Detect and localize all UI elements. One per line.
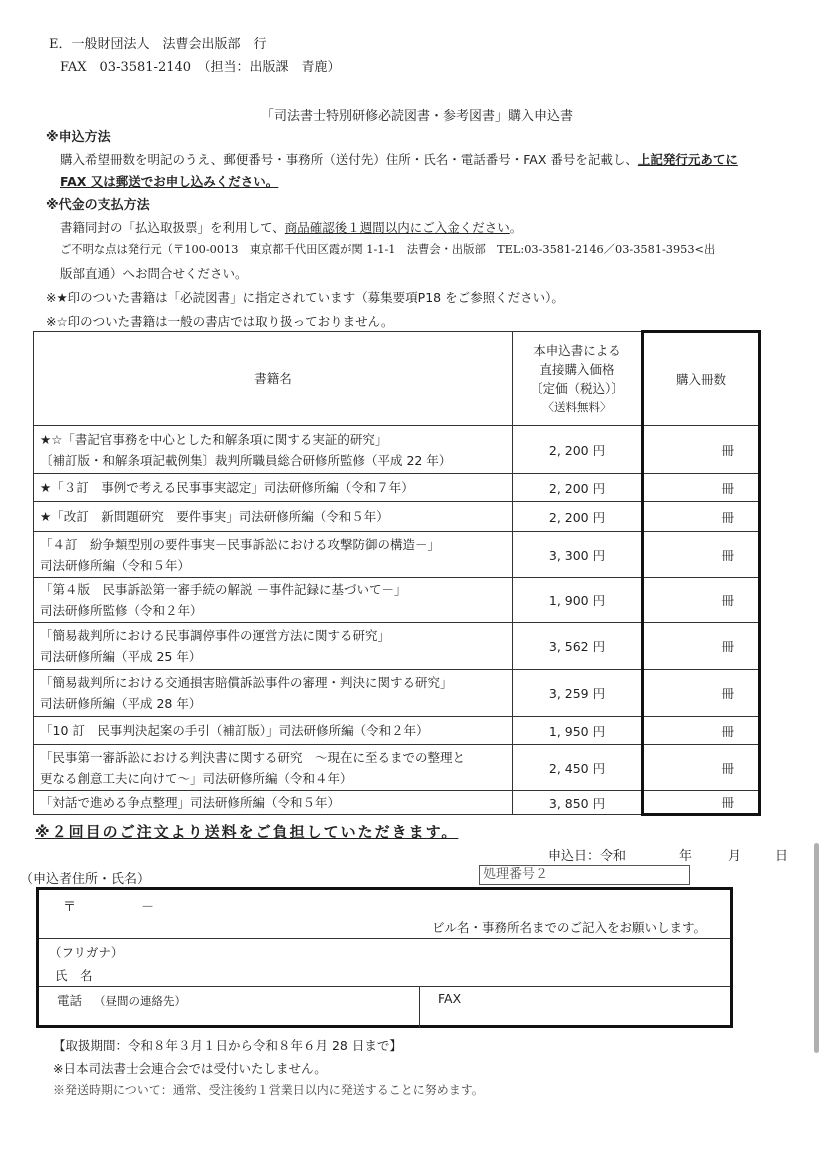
table-header-row: [34, 332, 760, 426]
book-title-cell: [34, 532, 513, 578]
table-row: [34, 791, 760, 815]
postal-mark: 〒: [63, 900, 77, 915]
header-price-line: 〔定価（税込）〕: [530, 380, 624, 396]
book-price: 3, 850 円: [513, 791, 643, 815]
payment-line1-b: 。: [509, 220, 523, 235]
method-heading: ※申込方法: [46, 130, 111, 145]
book-title-line1: 「４訂 紛争類型別の要件事実－民事訴訟における攻撃防御の構造－」: [40, 536, 441, 552]
table-row: [34, 474, 760, 502]
book-price: 2, 450 円: [513, 745, 643, 791]
header-price-line: 直接購入価格: [539, 361, 615, 377]
shipping-time-note: ※発送時期について：通常、受注後約１営業日以内に発送することに努めます。: [53, 1083, 484, 1097]
recipient-line: E．一般財団法人 法曹会出版部 行: [49, 37, 267, 52]
book-price: 2, 200 円: [513, 426, 643, 474]
header-price: [513, 332, 643, 426]
header-title: 書籍名: [34, 332, 513, 426]
book-title-cell: [34, 670, 513, 717]
furigana-label: （フリガナ）: [49, 945, 124, 960]
form-title: 「司法書士特別研修必読図書・参考図書」購入申込書: [261, 109, 574, 124]
book-price: 1, 900 円: [513, 578, 643, 623]
book-title-cell: [34, 717, 513, 745]
book-title-line1: ★☆「書記官事務を中心とした和解条項に関する実証的研究」: [40, 431, 388, 447]
table-row: [34, 578, 760, 623]
books-table: [33, 330, 761, 816]
name-label: 氏 名: [55, 968, 93, 983]
book-title-line1: ★「３訂 事例で考える民事事実認定」司法研修所編（令和７年）: [40, 480, 414, 495]
quantity-field[interactable]: 冊: [643, 532, 760, 578]
payment-line1-a: 書籍同封の「払込取扱票」を利用して、: [60, 220, 285, 235]
book-title-cell: [34, 426, 513, 474]
payment-line2: ご不明な点は発行元（〒100-0013 東京都千代田区霞が関 1-1-1 法曹会・出版部 TEL:03-3581-2146／03-3581-3953<出: [60, 243, 716, 256]
applicant-heading: （申込者住所・氏名）: [20, 872, 151, 887]
book-title-cell: [34, 474, 513, 502]
quantity-field[interactable]: 冊: [643, 578, 760, 623]
phone-label: 電話: [57, 993, 83, 1008]
handling-period: 【取扱期間：令和８年３月１日から令和８年６月 28 日まで】: [53, 1038, 402, 1053]
book-title-line2: 司法研修所監修（令和２年）: [40, 603, 203, 618]
header-price-line: 〈送料無料〉: [542, 399, 612, 414]
payment-line1: [60, 218, 522, 236]
quantity-field[interactable]: 冊: [643, 426, 760, 474]
book-title-line1: 「民事第一審訴訟における判決書に関する研究 ～現在に至るまでの整理と: [40, 749, 466, 765]
payment-line3: 版部直通）へお問合せください。: [60, 266, 248, 281]
book-title-line1: 「対話で進める争点整理」司法研修所編（令和５年）: [40, 795, 341, 810]
divider: [39, 986, 730, 987]
method-line2: FAX 又は郵送でお申し込みください。: [60, 174, 279, 189]
postal-code-field[interactable]: －: [141, 900, 155, 915]
table-row: [34, 502, 760, 532]
application-month-label[interactable]: 月: [728, 849, 742, 864]
book-title-line2: 司法研修所編（平成 28 年）: [40, 696, 202, 711]
quantity-field[interactable]: 冊: [643, 474, 760, 502]
book-price: 1, 950 円: [513, 717, 643, 745]
book-title-cell: [34, 791, 513, 815]
quantity-field[interactable]: 冊: [643, 717, 760, 745]
book-price: 3, 259 円: [513, 670, 643, 717]
application-day-label[interactable]: 日: [775, 849, 789, 864]
book-title-line1: 「簡易裁判所における交通損害賠償訴訟事件の審理・判決に関する研究」: [40, 675, 453, 690]
book-title-line1: 「10 訂 民事判決起案の手引（補訂版）」司法研修所編（令和２年）: [40, 723, 429, 738]
quantity-field[interactable]: 冊: [643, 502, 760, 532]
scrollbar[interactable]: [814, 843, 819, 1053]
quantity-field[interactable]: 冊: [643, 791, 760, 815]
header-price-line: 本申込書による: [533, 342, 621, 358]
book-title-line1: 「簡易裁判所における民事調停事件の運営方法に関する研究」: [40, 628, 391, 643]
applicant-form: [36, 887, 733, 1028]
table-row: [34, 623, 760, 670]
book-title-cell: [34, 623, 513, 670]
book-title-line1: ★「改訂 新問題研究 要件事実」司法研修所編（令和５年）: [40, 509, 389, 524]
table-row: [34, 532, 760, 578]
quantity-field[interactable]: 冊: [643, 623, 760, 670]
quantity-field[interactable]: 冊: [643, 745, 760, 791]
book-price: 3, 562 円: [513, 623, 643, 670]
fax-field[interactable]: FAX: [438, 991, 462, 1006]
method-line1: 購入希望冊数を明記のうえ、郵便番号・事務所（送付先）住所・氏名・電話番号・FAX 番号を記載し、: [60, 152, 638, 167]
book-title-cell: [34, 745, 513, 791]
processing-number-box: 処理番号２: [479, 865, 690, 885]
table-row: [34, 426, 760, 474]
application-year-label[interactable]: 年: [679, 849, 693, 864]
phone-note: （昼間の連絡先）: [94, 994, 186, 1008]
book-title-cell: [34, 502, 513, 532]
fax-line: FAX 03-3581-2140 （担当：出版課 青鹿）: [60, 60, 341, 75]
application-date-label: 申込日：令和: [548, 849, 627, 864]
book-title-line2: 司法研修所編（令和５年）: [40, 557, 191, 573]
phone-field[interactable]: [57, 991, 186, 1009]
book-title-line2: 更なる創意工夫に向けて～」司法研修所編（令和４年）: [40, 770, 353, 786]
shipping-notice: ※２回目のご注文より送料をご負担していただきます。: [35, 823, 459, 841]
address-note: ビル名・事務所名までのご記入をお願いします。: [432, 920, 707, 935]
book-price: 3, 300 円: [513, 532, 643, 578]
table-row: [34, 745, 760, 791]
white-star-note: ※☆印のついた書籍は一般の書店では取り扱っておりません。: [46, 314, 394, 329]
quantity-field[interactable]: 冊: [643, 670, 760, 717]
book-title-line2: 司法研修所編（平成 25 年）: [40, 649, 202, 664]
book-title-line2: 〔補訂版・和解条項記載例集〕裁判所職員総合研修所監修（平成 22 年）: [40, 452, 452, 468]
divider: [39, 938, 730, 939]
divider: [419, 986, 420, 1028]
header-qty: 購入冊数: [643, 332, 760, 426]
method-text: [60, 150, 738, 168]
book-price: 2, 200 円: [513, 502, 643, 532]
method-line1-underlined: 上記発行元あてに: [637, 152, 738, 167]
payment-line1-underlined: 商品確認後１週間以内にご入金ください: [284, 220, 510, 235]
table-row: [34, 670, 760, 717]
book-price: 2, 200 円: [513, 474, 643, 502]
book-title-cell: [34, 578, 513, 623]
table-row: [34, 717, 760, 745]
payment-heading: ※代金の支払方法: [46, 198, 150, 213]
book-title-line1: 「第４版 民事訴訟第一審手続の解説 －事件記録に基づいて－」: [40, 582, 407, 597]
star-note: ※★印のついた書籍は「必読図書」に指定されています（募集要項P18 をご参照ください）。: [46, 290, 564, 305]
not-accepted-note: ※日本司法書士会連合会では受付いたしません。: [53, 1061, 327, 1076]
